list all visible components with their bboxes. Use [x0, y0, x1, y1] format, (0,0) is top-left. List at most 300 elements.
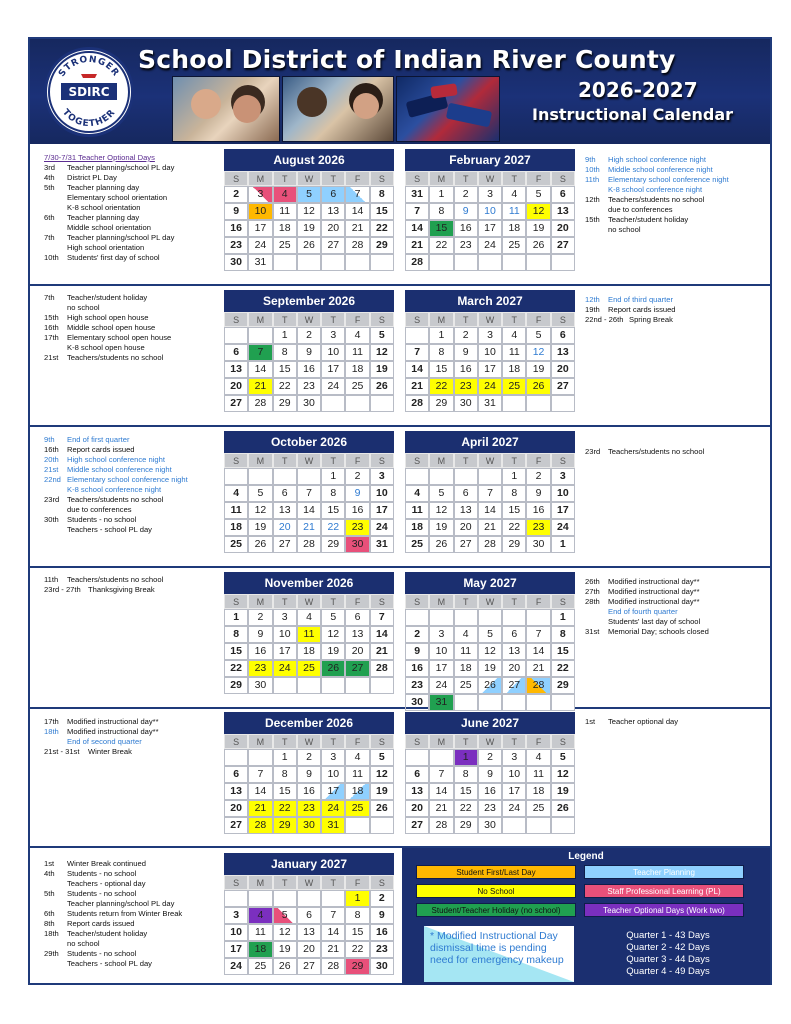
empty-day-cell [478, 254, 502, 271]
day-cell: 27 [551, 237, 575, 254]
note-line [585, 175, 765, 185]
note-text: Teacher planning/school PL day [67, 163, 175, 172]
day-cell: 29 [502, 536, 526, 553]
day-cell: 15 [370, 203, 394, 220]
day-cell: 29 [224, 677, 248, 694]
note-text: Elementary school conference night [67, 475, 188, 484]
note-line [44, 575, 228, 585]
empty-day-cell [370, 677, 394, 694]
day-cell: 3 [478, 186, 502, 203]
weekday-header: T [454, 171, 478, 186]
note-date [44, 899, 67, 909]
day-cell: 10 [429, 643, 453, 660]
day-cell: 12 [370, 766, 394, 783]
empty-day-cell [321, 395, 345, 412]
note-line [44, 939, 228, 949]
row-divider [30, 425, 770, 427]
note-date: 30th [44, 515, 59, 524]
day-cell: 2 [345, 468, 369, 485]
note-date [44, 343, 67, 353]
note-text: Teacher planning day [67, 183, 140, 192]
note-date: 12th [585, 195, 600, 204]
day-cell: 29 [551, 677, 575, 694]
district-title: School District of Indian River County [138, 45, 676, 74]
december-notes [44, 717, 228, 757]
month-october-2026 [224, 431, 394, 553]
quarter-day-counts [598, 930, 738, 978]
empty-day-cell [429, 468, 453, 485]
day-cell: 25 [405, 536, 429, 553]
note-line [44, 455, 228, 465]
day-cell: 21 [429, 800, 453, 817]
note-text: Elementary school conference night [608, 175, 729, 184]
weekday-header: S [405, 171, 429, 186]
note-line [44, 465, 228, 475]
note-date: 23rd [44, 495, 60, 504]
note-text: due to conferences [67, 505, 132, 514]
day-cell: 25 [454, 677, 478, 694]
month-title: November 2026 [224, 572, 394, 594]
day-cell: 26 [370, 800, 394, 817]
day-cell: 21 [370, 643, 394, 660]
day-cell: 28 [248, 395, 272, 412]
day-cell: 20 [224, 378, 248, 395]
day-cell: 12 [297, 203, 321, 220]
day-cell: 19 [370, 783, 394, 800]
day-cell: 13 [502, 643, 526, 660]
empty-day-cell [224, 327, 248, 344]
note-text: Students return from Winter Break [67, 909, 183, 918]
note-date: 10th [585, 165, 600, 174]
note-date: 31st [585, 627, 600, 636]
day-cell: 25 [345, 800, 369, 817]
note-date: 10th [44, 253, 59, 262]
note-date: 9th [585, 155, 596, 164]
day-cell: 10 [551, 485, 575, 502]
day-cell: 11 [405, 502, 429, 519]
day-cell: 4 [297, 609, 321, 626]
note-date: 20th [44, 455, 59, 464]
day-cell: 1 [551, 536, 575, 553]
weekday-header: T [502, 171, 526, 186]
weekday-header: T [321, 875, 345, 890]
empty-day-cell [405, 327, 429, 344]
weekday-header: T [321, 312, 345, 327]
day-cell: 3 [370, 468, 394, 485]
day-cell: 22 [370, 220, 394, 237]
day-cell: 25 [248, 958, 272, 975]
weekday-header: S [224, 171, 248, 186]
weekday-header: S [370, 734, 394, 749]
note-line [44, 243, 228, 253]
day-cell: 9 [405, 643, 429, 660]
note-line [44, 323, 228, 333]
note-text: Teachers - school PL day [67, 525, 152, 534]
april-notes [585, 447, 765, 457]
note-text: 7/30-7/31 Teacher Optional Days [44, 153, 155, 162]
day-cell: 4 [273, 186, 297, 203]
weekday-header: M [429, 453, 453, 468]
weekday-header: T [502, 312, 526, 327]
weekday-header: S [370, 875, 394, 890]
day-cell: 22 [502, 519, 526, 536]
note-text: High school orientation [67, 243, 145, 252]
note-text: Modified instructional day** [67, 717, 159, 726]
day-cell: 5 [297, 186, 321, 203]
weekday-header: S [224, 453, 248, 468]
note-date: 18th [44, 929, 59, 938]
note-text: District PL Day [67, 173, 117, 182]
day-cell: 14 [248, 783, 272, 800]
day-cell: 24 [370, 519, 394, 536]
day-cell: 1 [551, 609, 575, 626]
day-cell: 26 [526, 378, 550, 395]
modified-line-1: * Modified Instructional Day [430, 930, 558, 942]
note-line [44, 727, 228, 737]
month-grid [405, 734, 575, 834]
weekday-header: F [345, 312, 369, 327]
note-date [44, 737, 67, 747]
day-cell: 13 [224, 783, 248, 800]
day-cell: 17 [321, 361, 345, 378]
note-text: Memorial Day; schools closed [608, 627, 709, 636]
day-cell: 28 [429, 817, 453, 834]
note-text: Students' first day of school [67, 253, 160, 262]
month-title: May 2027 [405, 572, 575, 594]
day-cell: 7 [429, 766, 453, 783]
day-cell: 14 [405, 220, 429, 237]
note-date: 15th [585, 215, 600, 224]
note-date: 22nd - 26th [585, 315, 624, 324]
day-cell: 14 [297, 502, 321, 519]
note-line [44, 343, 228, 353]
day-cell: 11 [273, 203, 297, 220]
weekday-header: F [345, 594, 369, 609]
empty-day-cell [454, 468, 478, 485]
day-cell: 27 [405, 817, 429, 834]
day-cell: 12 [478, 643, 502, 660]
note-date: 21st [44, 465, 59, 474]
empty-day-cell [248, 749, 272, 766]
weekday-header: W [297, 734, 321, 749]
may-notes [585, 577, 765, 637]
note-line [585, 205, 765, 215]
day-cell: 16 [454, 361, 478, 378]
day-cell: 26 [478, 677, 502, 694]
note-text: End of third quarter [608, 295, 674, 304]
students-photo-1 [172, 76, 280, 142]
day-cell: 22 [273, 378, 297, 395]
empty-day-cell [321, 890, 345, 907]
note-line [44, 859, 228, 869]
day-cell: 20 [224, 800, 248, 817]
weekday-header: M [429, 734, 453, 749]
day-cell: 3 [321, 749, 345, 766]
day-cell: 9 [297, 766, 321, 783]
day-cell: 20 [454, 519, 478, 536]
note-text: Spring Break [629, 315, 673, 324]
note-line [44, 495, 228, 505]
modified-line-3: need for emergency makeup [430, 954, 564, 966]
quarter-4-count: Quarter 4 - 49 Days [626, 966, 710, 977]
note-text: Teacher/student holiday [608, 215, 689, 224]
day-cell: 14 [526, 643, 550, 660]
empty-day-cell [526, 817, 550, 834]
note-line [585, 587, 765, 597]
day-cell: 8 [224, 626, 248, 643]
note-line [44, 919, 228, 929]
day-cell: 4 [526, 749, 550, 766]
weekday-header: T [273, 734, 297, 749]
day-cell: 31 [405, 186, 429, 203]
empty-day-cell [429, 749, 453, 766]
day-cell: 16 [405, 660, 429, 677]
note-date [44, 303, 67, 313]
day-cell: 13 [454, 502, 478, 519]
empty-day-cell [321, 254, 345, 271]
day-cell: 6 [551, 327, 575, 344]
row-divider [30, 566, 770, 568]
day-cell: 18 [454, 660, 478, 677]
note-text: High school open house [67, 313, 149, 322]
empty-day-cell [248, 468, 272, 485]
note-text: Teacher planning day [67, 213, 140, 222]
weekday-header: T [321, 171, 345, 186]
day-cell: 28 [297, 536, 321, 553]
weekday-header: T [321, 594, 345, 609]
day-cell: 30 [297, 395, 321, 412]
month-grid [405, 594, 575, 711]
day-cell: 19 [248, 519, 272, 536]
day-cell: 6 [224, 344, 248, 361]
day-cell: 15 [429, 361, 453, 378]
day-cell: 15 [273, 783, 297, 800]
day-cell: 10 [502, 766, 526, 783]
day-cell: 1 [321, 468, 345, 485]
note-line [44, 445, 228, 455]
day-cell: 11 [345, 766, 369, 783]
day-cell: 25 [502, 378, 526, 395]
legend-teacher-planning: Teacher Planning [584, 865, 744, 879]
day-cell: 22 [429, 237, 453, 254]
weekday-header: W [297, 594, 321, 609]
note-text: Elementary school orientation [67, 193, 168, 202]
month-february-2027 [405, 149, 575, 271]
day-cell: 25 [345, 378, 369, 395]
day-cell: 24 [478, 378, 502, 395]
empty-day-cell [478, 468, 502, 485]
empty-day-cell [551, 694, 575, 711]
day-cell: 12 [526, 203, 550, 220]
day-cell: 16 [248, 643, 272, 660]
day-cell: 13 [273, 502, 297, 519]
day-cell: 18 [224, 519, 248, 536]
day-cell: 29 [370, 237, 394, 254]
day-cell: 27 [454, 536, 478, 553]
day-cell: 6 [297, 907, 321, 924]
note-text: Students' last day of school [608, 617, 701, 626]
note-date [44, 939, 67, 949]
note-line [585, 597, 765, 607]
day-cell: 16 [345, 502, 369, 519]
day-cell: 23 [478, 800, 502, 817]
day-cell: 26 [297, 237, 321, 254]
day-cell: 4 [345, 327, 369, 344]
empty-day-cell [370, 817, 394, 834]
note-line [44, 929, 228, 939]
day-cell: 24 [429, 677, 453, 694]
day-cell: 13 [224, 361, 248, 378]
empty-day-cell [526, 395, 550, 412]
day-cell: 16 [224, 220, 248, 237]
day-cell: 26 [248, 536, 272, 553]
weekday-header: W [478, 594, 502, 609]
day-cell: 14 [370, 626, 394, 643]
day-cell: 5 [526, 186, 550, 203]
note-text: Report cards issued [608, 305, 676, 314]
note-date [44, 525, 67, 535]
note-text: Students - no school [67, 949, 137, 958]
modified-line-2: dismissal time is pending [430, 942, 547, 954]
note-line [44, 505, 228, 515]
day-cell: 26 [321, 660, 345, 677]
day-cell: 21 [526, 660, 550, 677]
note-date: 21st [44, 353, 59, 362]
month-title: October 2026 [224, 431, 394, 453]
day-cell: 20 [273, 519, 297, 536]
weekday-header: T [454, 312, 478, 327]
empty-day-cell [526, 694, 550, 711]
day-cell: 6 [321, 186, 345, 203]
day-cell: 2 [224, 186, 248, 203]
note-date [44, 193, 67, 203]
day-cell: 30 [248, 677, 272, 694]
day-cell: 16 [454, 220, 478, 237]
day-cell: 26 [526, 237, 550, 254]
legend-title: Legend [568, 851, 604, 862]
weekday-header: M [248, 875, 272, 890]
empty-day-cell [429, 254, 453, 271]
day-cell: 3 [321, 327, 345, 344]
day-cell: 25 [526, 800, 550, 817]
note-date: 27th [585, 587, 600, 596]
day-cell: 24 [248, 237, 272, 254]
note-date: 12th [585, 295, 600, 304]
day-cell: 20 [551, 361, 575, 378]
day-cell: 8 [370, 186, 394, 203]
day-cell: 21 [345, 220, 369, 237]
day-cell: 1 [429, 186, 453, 203]
day-cell: 23 [370, 941, 394, 958]
month-title: January 2027 [224, 853, 394, 875]
note-line [44, 879, 228, 889]
day-cell: 24 [321, 378, 345, 395]
day-cell: 21 [248, 800, 272, 817]
day-cell: 13 [551, 344, 575, 361]
day-cell: 15 [454, 783, 478, 800]
note-date [44, 879, 67, 889]
day-cell: 16 [478, 783, 502, 800]
day-cell: 27 [551, 378, 575, 395]
note-line [585, 717, 765, 727]
month-march-2027 [405, 290, 575, 412]
note-date: 6th [44, 909, 55, 918]
note-line [44, 475, 228, 485]
note-date [585, 617, 608, 627]
weekday-header: W [297, 875, 321, 890]
day-cell: 31 [429, 694, 453, 711]
day-cell: 19 [429, 519, 453, 536]
weekday-header: S [551, 171, 575, 186]
day-cell: 10 [321, 766, 345, 783]
empty-day-cell [478, 694, 502, 711]
day-cell: 13 [405, 783, 429, 800]
weekday-header: F [526, 171, 550, 186]
seal-bottom-text: TOGETHER [60, 107, 118, 130]
day-cell: 28 [345, 237, 369, 254]
weekday-header: T [273, 312, 297, 327]
day-cell: 29 [273, 395, 297, 412]
weekday-header: S [224, 312, 248, 327]
note-date: 28th [585, 597, 600, 606]
weekday-header: W [297, 171, 321, 186]
march-notes [585, 295, 765, 325]
note-line [44, 173, 228, 183]
note-text: no school [67, 303, 100, 312]
month-august-2026 [224, 149, 394, 271]
weekday-header: S [224, 594, 248, 609]
day-cell: 11 [502, 203, 526, 220]
note-text: Winter Break [88, 747, 132, 756]
row-divider [30, 284, 770, 286]
header-banner [30, 39, 770, 144]
day-cell: 8 [429, 344, 453, 361]
day-cell: 20 [297, 941, 321, 958]
note-line [44, 909, 228, 919]
note-text: Teachers/students no school [608, 195, 705, 204]
day-cell: 24 [551, 519, 575, 536]
day-cell: 22 [321, 519, 345, 536]
note-line [44, 959, 228, 969]
day-cell: 28 [370, 660, 394, 677]
day-cell: 27 [297, 958, 321, 975]
day-cell: 31 [478, 395, 502, 412]
february-notes [585, 155, 765, 235]
note-line [44, 253, 228, 263]
note-line [44, 949, 228, 959]
note-text: Teacher/student holiday [67, 929, 148, 938]
note-date [44, 959, 67, 969]
day-cell: 17 [502, 783, 526, 800]
day-cell: 2 [478, 749, 502, 766]
day-cell: 2 [297, 749, 321, 766]
weekday-header: S [224, 734, 248, 749]
note-line [585, 315, 765, 325]
note-date: 4th [44, 173, 55, 182]
note-date: 1st [585, 717, 596, 726]
empty-day-cell [502, 817, 526, 834]
weekday-header: M [248, 594, 272, 609]
day-cell: 20 [502, 660, 526, 677]
day-cell: 31 [248, 254, 272, 271]
empty-day-cell [370, 395, 394, 412]
note-text: Teacher planning/school PL day [67, 233, 175, 242]
day-cell: 21 [248, 378, 272, 395]
day-cell: 19 [526, 220, 550, 237]
day-cell: 27 [273, 536, 297, 553]
legend-teacher-optional: Teacher Optional Days (Work two) [584, 903, 744, 917]
day-cell: 7 [248, 766, 272, 783]
